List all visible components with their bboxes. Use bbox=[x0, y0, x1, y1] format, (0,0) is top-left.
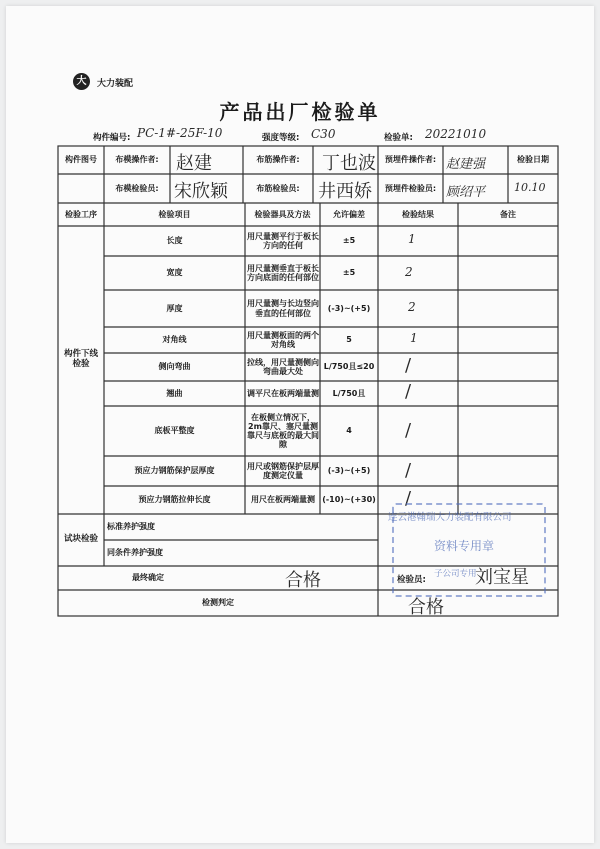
item-stretch-length: 预应力钢筋拉伸长度 bbox=[138, 495, 211, 505]
item-side-bend: 侧向弯曲 bbox=[158, 362, 191, 372]
result-thickness: 2 bbox=[408, 300, 416, 314]
inspection-no-value: 20221010 bbox=[425, 127, 487, 141]
inspector-label: 检验员: bbox=[397, 575, 426, 585]
final-label: 最终确定 bbox=[132, 573, 164, 583]
strength-label: 强度等级: bbox=[262, 133, 300, 143]
stamp-line-company: 连云港翰瑞大力装配有限公司 bbox=[388, 512, 512, 523]
tool-header: 检验器具及方法 bbox=[254, 209, 311, 219]
result-flatness: / bbox=[405, 420, 412, 441]
process-header: 检验工序 bbox=[65, 209, 97, 219]
result-header: 检验结果 bbox=[402, 209, 434, 219]
final-value: 合格 bbox=[285, 570, 321, 591]
inspector-value: 刘宝星 bbox=[475, 567, 529, 588]
embed-operator-label: 预埋件操作者: bbox=[384, 155, 437, 165]
rebar-operator-label: 布筋操作者: bbox=[256, 155, 300, 165]
inspection-date-value: 10.10 bbox=[514, 181, 546, 194]
section-offline-label: 构件下线检验 bbox=[63, 349, 98, 369]
tool-diagonal: 用尺量测板面的两个对角线 bbox=[247, 330, 319, 349]
tolerance-width: ±5 bbox=[342, 268, 356, 278]
same-condition-curing-label: 同条件养护强度 bbox=[107, 548, 163, 558]
embed-inspector-label: 预埋件检验员: bbox=[384, 183, 437, 193]
result-side-bend: / bbox=[405, 355, 412, 376]
embed-operator-value: 赵建强 bbox=[446, 157, 486, 172]
tool-cover-thickness: 用尺或钢筋保护层厚度测定仪量 bbox=[247, 461, 319, 480]
tolerance-diagonal: 5 bbox=[346, 335, 352, 345]
item-cover-thickness: 预应力钢筋保护层厚度 bbox=[134, 466, 215, 476]
tool-flatness: 在板侧立情况下，2m靠尺、塞尺量测靠尺与底板的最大间隙 bbox=[247, 412, 319, 450]
stamp-line-sub: 子公司专用 bbox=[434, 569, 477, 579]
test-block-label: 试块检验 bbox=[63, 534, 98, 545]
tolerance-thickness: (-3)~(+5) bbox=[327, 303, 371, 313]
result-diagonal: 1 bbox=[410, 331, 418, 345]
item-width: 宽度 bbox=[166, 268, 183, 278]
rebar-inspector-label: 布筋检验员: bbox=[256, 183, 300, 193]
result-stretch-length: / bbox=[405, 488, 412, 509]
tolerance-side-bend: L/750且≤20 bbox=[323, 362, 375, 372]
tolerance-cover-thickness: (-3)~(+5) bbox=[327, 466, 371, 476]
tolerance-flatness: 4 bbox=[346, 426, 352, 436]
company-logo-icon: 大 bbox=[73, 73, 90, 90]
tolerance-header: 允许偏差 bbox=[333, 209, 365, 219]
inspection-date-label: 检验日期 bbox=[517, 155, 549, 165]
judgement-value: 合格 bbox=[408, 597, 444, 618]
inspection-no-label: 检验单: bbox=[384, 133, 413, 143]
drawing-no-label: 构件图号 bbox=[65, 155, 97, 165]
rebar-inspector-value: 井西娇 bbox=[318, 181, 372, 202]
mold-inspector-value: 宋欣颖 bbox=[174, 181, 228, 202]
item-flatness: 底板平整度 bbox=[154, 426, 195, 436]
company-name: 大力装配 bbox=[97, 79, 134, 89]
mold-operator-label: 布模操作者: bbox=[115, 155, 159, 165]
item-header: 检验项目 bbox=[158, 209, 191, 219]
standard-curing-label: 标准养护强度 bbox=[107, 522, 155, 532]
item-warp: 翘曲 bbox=[166, 388, 183, 398]
tolerance-warp: L/750且 bbox=[332, 388, 366, 398]
mold-inspector-label: 布模检验员: bbox=[115, 183, 159, 193]
tool-thickness: 用尺量测与长边竖向垂直的任何部位 bbox=[247, 299, 319, 318]
item-length: 长度 bbox=[166, 236, 183, 246]
result-warp: / bbox=[405, 381, 412, 402]
tool-length: 用尺量测平行于板长方向的任何 bbox=[247, 231, 319, 250]
tool-width: 用尺量测垂直于板长方向底面的任何部位 bbox=[247, 263, 319, 282]
tool-warp: 调平尺在板两端量测 bbox=[247, 388, 319, 398]
tool-stretch-length: 用尺在板两端量测 bbox=[251, 495, 315, 505]
judgement-label: 检测判定 bbox=[202, 598, 234, 608]
stamp-line-seal: 资料专用章 bbox=[434, 539, 495, 553]
rebar-operator-value: 丁也波 bbox=[322, 153, 376, 174]
component-no-label: 构件编号: bbox=[93, 133, 131, 143]
mold-operator-value: 赵建 bbox=[176, 153, 212, 174]
strength-value: C30 bbox=[311, 127, 336, 141]
remark-header: 备注 bbox=[500, 209, 516, 219]
embed-inspector-value: 顾绍平 bbox=[446, 185, 486, 200]
result-cover-thickness: / bbox=[405, 460, 412, 481]
result-length: 1 bbox=[408, 232, 416, 246]
page-title: 产品出厂检验单 bbox=[219, 100, 381, 124]
result-width: 2 bbox=[405, 265, 413, 279]
tolerance-stretch-length: (-10)~(+30) bbox=[322, 495, 376, 505]
tolerance-length: ±5 bbox=[342, 236, 356, 246]
item-thickness: 厚度 bbox=[166, 303, 183, 313]
item-diagonal: 对角线 bbox=[162, 335, 187, 345]
component-no-value: PC-1#-25F-10 bbox=[137, 126, 223, 140]
company-stamp bbox=[388, 503, 546, 597]
tool-side-bend: 拉线，用尺量测侧向弯曲最大处 bbox=[247, 357, 319, 376]
